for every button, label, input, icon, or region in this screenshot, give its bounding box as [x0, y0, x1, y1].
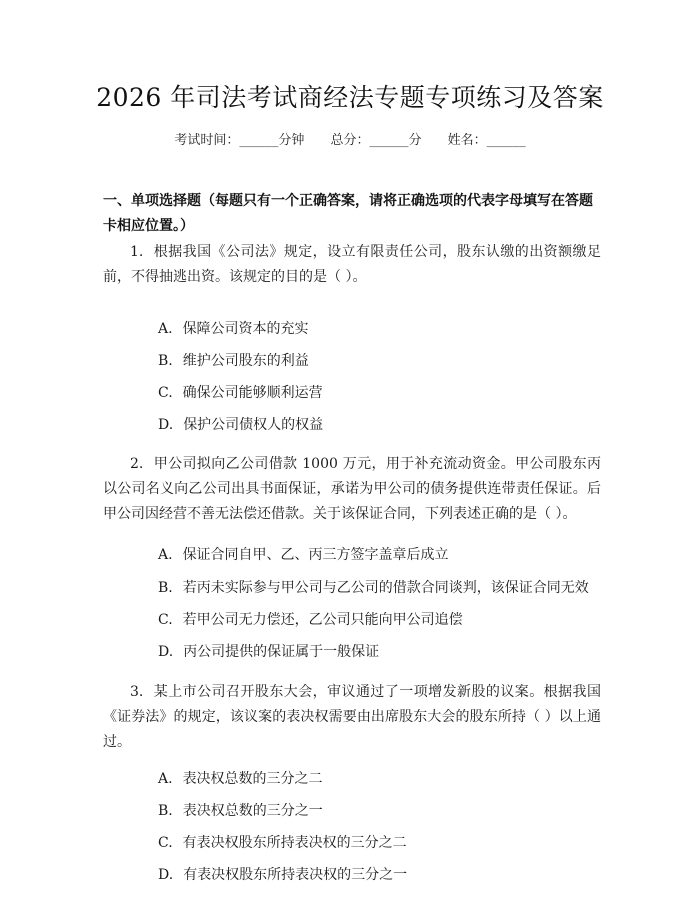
question-1-option-a [158, 318, 598, 340]
option-text: 若甲公司无力偿还，乙公司只能向甲公司追偿 [182, 612, 463, 628]
option-text: 保障公司资本的充实 [182, 321, 309, 337]
question-number: 1. [130, 244, 144, 260]
option-text: 维护公司股东的利益 [182, 353, 309, 369]
question-2-option-d [158, 641, 598, 663]
option-text: 确保公司能够顺利运营 [182, 385, 323, 401]
option-text: 若丙未实际参与甲公司与乙公司的借款合同谈判，该保证合同无效 [182, 580, 589, 596]
option-letter: C. [158, 385, 173, 401]
question-2-option-b [158, 577, 598, 599]
question-3-option-a [158, 768, 598, 790]
question-3-option-c [158, 832, 598, 854]
question-3-option-b [158, 800, 598, 822]
option-letter: B. [158, 803, 173, 819]
option-text: 有表决权股东所持表决权的三分之二 [182, 835, 407, 851]
option-letter: D. [158, 644, 174, 660]
question-number: 2. [130, 456, 144, 472]
option-letter: A. [158, 321, 173, 337]
total-score-field: 总分：______分 [330, 133, 422, 148]
option-letter: C. [158, 835, 173, 851]
option-letter: A. [158, 547, 173, 563]
question-1-option-c [158, 382, 598, 404]
option-text: 表决权总数的三分之一 [182, 803, 323, 819]
option-letter: B. [158, 580, 173, 596]
option-letter: D. [158, 417, 174, 433]
option-text: 表决权总数的三分之二 [182, 771, 323, 787]
question-3 [103, 680, 601, 755]
question-number: 3. [130, 684, 144, 700]
question-1 [103, 240, 601, 290]
option-letter: A. [158, 771, 173, 787]
exam-time-field: 考试时间：______分钟 [174, 133, 305, 148]
option-text: 保证合同自甲、乙、丙三方签字盖章后成立 [182, 547, 449, 563]
question-stem-text: 根据我国《公司法》规定，设立有限责任公司，股东认缴的出资额缴足前，不得抽逃出资。该规定的目的是（ ）。 [103, 244, 601, 285]
document-title: 2026 年司法考试商经法专题专项练习及答案 [96, 83, 604, 112]
option-letter: D. [158, 867, 174, 883]
section-heading: 一、单项选择题（每题只有一个正确答案，请将正确选项的代表字母填写在答题卡相应位置。） [103, 193, 593, 234]
option-text: 丙公司提供的保证属于一般保证 [183, 644, 380, 660]
option-text: 保护公司债权人的权益 [183, 417, 324, 433]
option-letter: C. [158, 612, 173, 628]
question-3-option-d [158, 864, 598, 886]
name-field: 姓名：______ [447, 133, 526, 148]
exam-info-line [0, 131, 700, 151]
question-1-option-b [158, 350, 598, 372]
option-text: 有表决权股东所持表决权的三分之一 [183, 867, 408, 883]
option-letter: B. [158, 353, 173, 369]
question-2-option-c [158, 609, 598, 631]
question-stem-text: 某上市公司召开股东大会，审议通过了一项增发新股的议案。根据我国《证券法》的规定，该议案的表决权需要由出席股东大会的股东所持（ ）以上通过。 [103, 684, 601, 750]
question-2-option-a [158, 544, 598, 566]
question-1-option-d [158, 414, 598, 436]
question-stem-text: 甲公司拟向乙公司借款 1000 万元，用于补充流动资金。甲公司股东丙以公司名义向乙公司出具书面保证，承诺为甲公司的债务提供连带责任保证。后甲公司因经营不善无法偿还借款。关于该保证合同，下列表述正确的是（ ）。 [103, 456, 601, 522]
question-2 [103, 452, 601, 527]
